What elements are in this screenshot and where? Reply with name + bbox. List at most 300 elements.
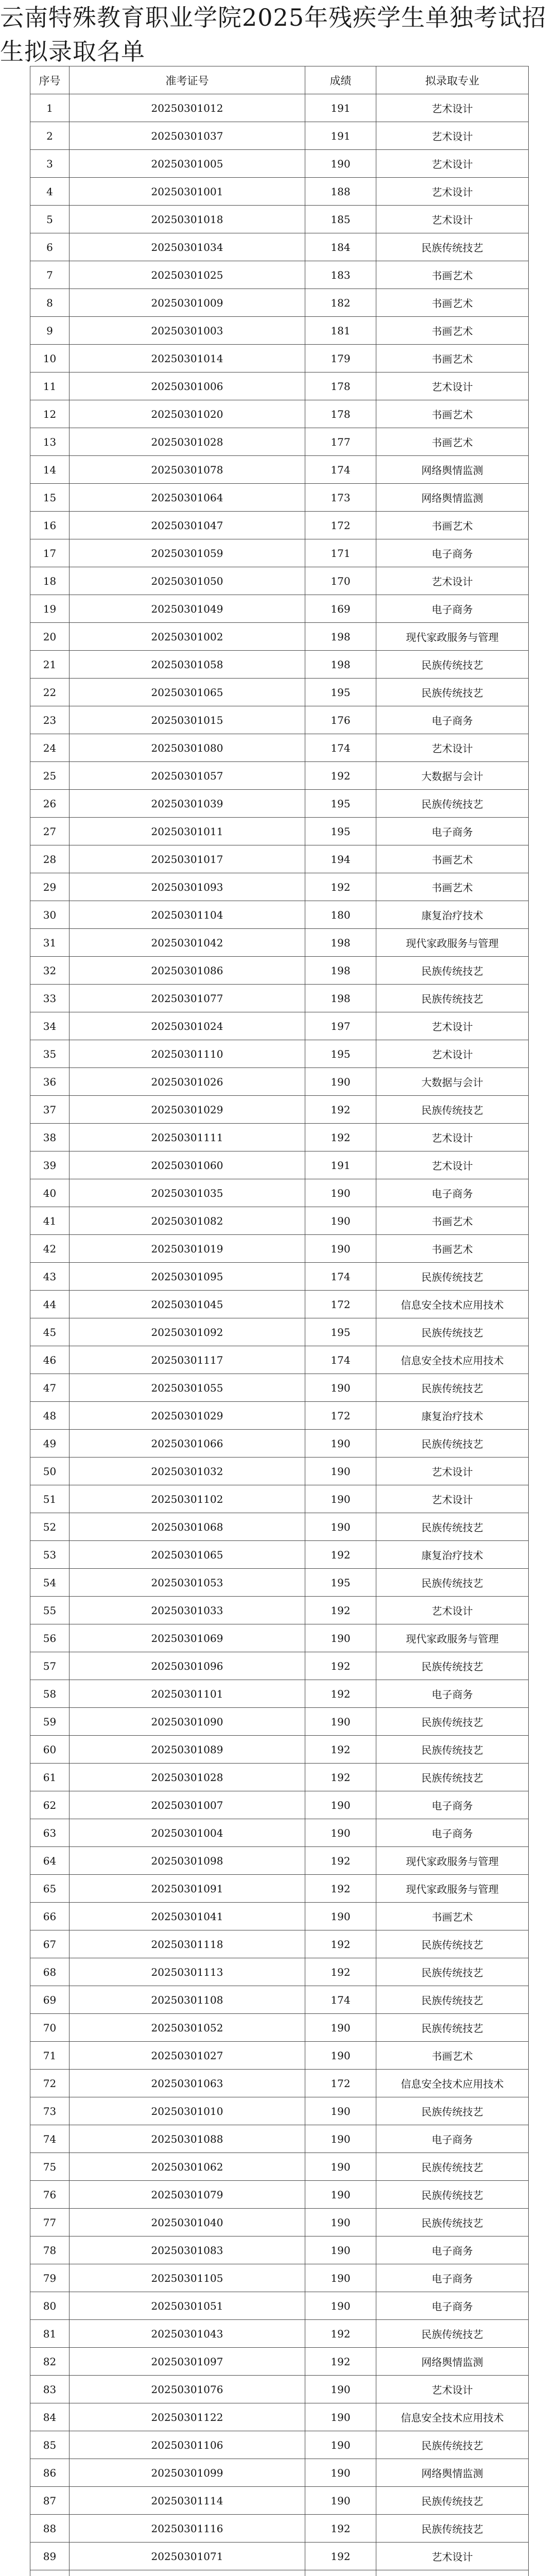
cell-score: 173 xyxy=(305,484,376,512)
cell-score: 190 xyxy=(305,2153,376,2181)
cell-index: 34 xyxy=(30,1012,70,1040)
cell-index: 87 xyxy=(30,2487,70,2515)
cell-index: 76 xyxy=(30,2181,70,2209)
table-row xyxy=(30,1680,529,1708)
cell-score: 174 xyxy=(305,1263,376,1291)
cell-major: 艺术设计 xyxy=(376,1485,529,1513)
table-row xyxy=(30,1791,529,1819)
cell-index: 77 xyxy=(30,2209,70,2236)
table-row xyxy=(30,94,529,122)
cell-score: 174 xyxy=(305,456,376,484)
cell-index: 84 xyxy=(30,2403,70,2431)
cell-exam-number: 20250301026 xyxy=(70,1068,305,1096)
cell-index: 8 xyxy=(30,289,70,317)
cell-exam-number: 20250301096 xyxy=(70,1652,305,1680)
cell-exam-number: 20250301057 xyxy=(70,762,305,790)
cell-exam-number: 20250301098 xyxy=(70,1847,305,1875)
cell-exam-number: 20250301041 xyxy=(70,1903,305,1930)
table-row xyxy=(30,1263,529,1291)
table-row xyxy=(30,1207,529,1235)
table-row xyxy=(30,1012,529,1040)
cell-index: 56 xyxy=(30,1624,70,1652)
table-row xyxy=(30,1235,529,1263)
cell-index: 36 xyxy=(30,1068,70,1096)
cell-exam-number: 20250301028 xyxy=(70,428,305,456)
cell-score: 172 xyxy=(305,1402,376,1430)
cell-index: 71 xyxy=(30,2042,70,2070)
table-row xyxy=(30,539,529,567)
cell-index: 10 xyxy=(30,345,70,372)
cell-index: 69 xyxy=(30,1986,70,2014)
table-row xyxy=(30,1402,529,1430)
cell-exam-number: 20250301083 xyxy=(70,2236,305,2264)
cell-exam-number: 20250301019 xyxy=(70,1235,305,1263)
cell-index: 18 xyxy=(30,567,70,595)
cell-major: 书画艺术 xyxy=(376,261,529,289)
cell-major: 电子商务 xyxy=(376,2292,529,2320)
cell-score: 190 xyxy=(305,1819,376,1847)
cell-exam-number: 20250301007 xyxy=(70,1791,305,1819)
cell-major: 书画艺术 xyxy=(376,317,529,345)
cell-index: 58 xyxy=(30,1680,70,1708)
cell-index: 60 xyxy=(30,1736,70,1764)
cell-major: 电子商务 xyxy=(376,1179,529,1207)
cell-index: 11 xyxy=(30,372,70,400)
cell-index: 12 xyxy=(30,400,70,428)
cell-major: 康复治疗技术 xyxy=(376,1541,529,1569)
cell-exam-number: 20250301101 xyxy=(70,1680,305,1708)
cell-major: 民族传统技艺 xyxy=(376,2209,529,2236)
cell-score: 178 xyxy=(305,400,376,428)
cell-exam-number: 20250301092 xyxy=(70,1318,305,1346)
table-row xyxy=(30,289,529,317)
cell-major: 康复治疗技术 xyxy=(376,1402,529,1430)
cell-index: 40 xyxy=(30,1179,70,1207)
cell-score: 198 xyxy=(305,929,376,957)
table-row xyxy=(30,233,529,261)
cell-score: 191 xyxy=(305,94,376,122)
cell-score: 191 xyxy=(305,122,376,150)
table-row xyxy=(30,1624,529,1652)
cell-major: 民族传统技艺 xyxy=(376,1764,529,1791)
cell-major: 民族传统技艺 xyxy=(376,1986,529,2014)
table-row xyxy=(30,1458,529,1485)
cell-index: 46 xyxy=(30,1346,70,1374)
table-row xyxy=(30,2543,529,2570)
cell-major: 民族传统技艺 xyxy=(376,233,529,261)
cell-score: 198 xyxy=(305,985,376,1012)
cell-major: 信息安全技术应用技术 xyxy=(376,2403,529,2431)
cell-index: 35 xyxy=(30,1040,70,1068)
table-row xyxy=(30,1291,529,1318)
cell-index: 3 xyxy=(30,150,70,178)
cell-exam-number: 20250301102 xyxy=(70,1485,305,1513)
cell-exam-number: 20250301063 xyxy=(70,2070,305,2097)
table-row xyxy=(30,1764,529,1791)
cell-index: 80 xyxy=(30,2292,70,2320)
cell-score: 190 xyxy=(305,1708,376,1736)
cell-major: 书画艺术 xyxy=(376,289,529,317)
cell-score: 192 xyxy=(305,1597,376,1624)
table-row xyxy=(30,790,529,818)
table-row xyxy=(30,484,529,512)
cell-exam-number: 20250301005 xyxy=(70,150,305,178)
cell-index: 86 xyxy=(30,2459,70,2487)
table-row xyxy=(30,2459,529,2487)
cell-score: 184 xyxy=(305,233,376,261)
cell-exam-number: 20250301064 xyxy=(70,484,305,512)
cell-score: 181 xyxy=(305,317,376,345)
cell-major: 电子商务 xyxy=(376,706,529,734)
table-row xyxy=(30,1847,529,1875)
cell-score: 170 xyxy=(305,567,376,595)
cell-index: 64 xyxy=(30,1847,70,1875)
table-row xyxy=(30,2153,529,2181)
cell-major: 民族传统技艺 xyxy=(376,1569,529,1597)
cell-index: 88 xyxy=(30,2515,70,2543)
cell-exam-number: 20250301002 xyxy=(70,623,305,651)
cell-major: 书画艺术 xyxy=(376,845,529,873)
table-row xyxy=(30,2070,529,2097)
table-row xyxy=(30,818,529,845)
table-row xyxy=(30,2181,529,2209)
cell-exam-number: 20250301018 xyxy=(70,206,305,233)
cell-score: 172 xyxy=(305,2070,376,2097)
table-row xyxy=(30,2376,529,2403)
cell-exam-number: 20250301065 xyxy=(70,1541,305,1569)
cell-score: 194 xyxy=(305,845,376,873)
table-row xyxy=(30,595,529,623)
table-row xyxy=(30,1124,529,1151)
cell-index: 52 xyxy=(30,1513,70,1541)
cell-score: 171 xyxy=(305,539,376,567)
cell-exam-number: 20250301105 xyxy=(70,2264,305,2292)
cell-index: 38 xyxy=(30,1124,70,1151)
table-row xyxy=(30,1819,529,1847)
cell-exam-number: 20250301116 xyxy=(70,2515,305,2543)
cell-exam-number: 20250301065 xyxy=(70,679,305,706)
cell-major: 大数据与会计 xyxy=(376,1068,529,1096)
cell-exam-number: 20250301010 xyxy=(70,2097,305,2125)
cell-index: 15 xyxy=(30,484,70,512)
table-row xyxy=(30,122,529,150)
cell-index: 13 xyxy=(30,428,70,456)
cell-major: 民族传统技艺 xyxy=(376,2153,529,2181)
cell-score: 172 xyxy=(305,512,376,539)
cell-score: 190 xyxy=(305,2042,376,2070)
table-row xyxy=(30,2125,529,2153)
cell-exam-number: 20250301078 xyxy=(70,456,305,484)
cell-major: 艺术设计 xyxy=(376,206,529,233)
cell-index: 75 xyxy=(30,2153,70,2181)
cell-exam-number: 20250301034 xyxy=(70,233,305,261)
table-row xyxy=(30,1485,529,1513)
cell-exam-number: 20250301079 xyxy=(70,2181,305,2209)
cell-score: 192 xyxy=(305,1736,376,1764)
cell-score: 192 xyxy=(305,1958,376,1986)
cell-exam-number: 20250301047 xyxy=(70,512,305,539)
cell-exam-number: 20250301111 xyxy=(70,1124,305,1151)
table-row xyxy=(30,2042,529,2070)
table-row xyxy=(30,2515,529,2543)
cell-score: 197 xyxy=(305,1012,376,1040)
cell-major: 书画艺术 xyxy=(376,1235,529,1263)
header-index: 序号 xyxy=(30,66,70,94)
cell-major: 民族传统技艺 xyxy=(376,1930,529,1958)
cell-index: 29 xyxy=(30,873,70,901)
table-row xyxy=(30,1068,529,1096)
cell-exam-number: 20250301122 xyxy=(70,2403,305,2431)
cell-index: 6 xyxy=(30,233,70,261)
cell-major: 民族传统技艺 xyxy=(376,1958,529,1986)
cell-exam-number: 20250301060 xyxy=(70,1151,305,1179)
cell-index: 22 xyxy=(30,679,70,706)
cell-exam-number: 20250301118 xyxy=(70,1930,305,1958)
table-row xyxy=(30,679,529,706)
cell-major: 书画艺术 xyxy=(376,345,529,372)
cell-exam-number: 20250301020 xyxy=(70,400,305,428)
table-row xyxy=(30,1958,529,1986)
cell-index: 5 xyxy=(30,206,70,233)
cell-major: 民族传统技艺 xyxy=(376,1708,529,1736)
cell-index: 67 xyxy=(30,1930,70,1958)
cell-index: 23 xyxy=(30,706,70,734)
cell-score: 192 xyxy=(305,1847,376,1875)
table-row xyxy=(30,1318,529,1346)
table-row xyxy=(30,762,529,790)
cell-exam-number: 20250301055 xyxy=(70,1374,305,1402)
cell-score: 190 xyxy=(305,1235,376,1263)
cell-score: 190 xyxy=(305,2097,376,2125)
cell-score: 190 xyxy=(305,2292,376,2320)
cell-score: 190 xyxy=(305,2236,376,2264)
cell-score: 190 xyxy=(305,1903,376,1930)
cell-exam-number: 20250301027 xyxy=(70,2042,305,2070)
cell-major: 民族传统技艺 xyxy=(376,1430,529,1458)
cell-exam-number: 20250301071 xyxy=(70,2543,305,2570)
table-row xyxy=(30,372,529,400)
table-row xyxy=(30,1736,529,1764)
cell-exam-number: 20250301032 xyxy=(70,1458,305,1485)
cell-major xyxy=(376,2570,529,2576)
table-row xyxy=(30,456,529,484)
cell-exam-number: 20250301117 xyxy=(70,1346,305,1374)
cell-index: 85 xyxy=(30,2431,70,2459)
cell-exam-number: 20250301097 xyxy=(70,2348,305,2376)
cell-score: 192 xyxy=(305,1680,376,1708)
cell-index: 48 xyxy=(30,1402,70,1430)
cell-exam-number: 20250301114 xyxy=(70,2487,305,2515)
cell-index: 27 xyxy=(30,818,70,845)
table-row xyxy=(30,2403,529,2431)
cell-exam-number: 20250301043 xyxy=(70,2320,305,2348)
cell-score: 190 xyxy=(305,1485,376,1513)
cell-major: 艺术设计 xyxy=(376,2376,529,2403)
cell-score: 190 xyxy=(305,2376,376,2403)
cell-score: 191 xyxy=(305,1151,376,1179)
cell-score: 192 xyxy=(305,2320,376,2348)
cell-exam-number: 20250301011 xyxy=(70,818,305,845)
cell-exam-number: 20250301053 xyxy=(70,1569,305,1597)
cell-major: 民族传统技艺 xyxy=(376,1513,529,1541)
cell-score: 192 xyxy=(305,873,376,901)
cell-index: 68 xyxy=(30,1958,70,1986)
cell-index: 74 xyxy=(30,2125,70,2153)
cell-major: 艺术设计 xyxy=(376,2543,529,2570)
cell-exam-number: 20250301113 xyxy=(70,1958,305,1986)
cell-major: 艺术设计 xyxy=(376,1458,529,1485)
cell-major: 民族传统技艺 xyxy=(376,1263,529,1291)
cell-exam-number: 20250301110 xyxy=(70,1040,305,1068)
cell-major: 电子商务 xyxy=(376,1680,529,1708)
cell-major: 电子商务 xyxy=(376,539,529,567)
cell-major: 艺术设计 xyxy=(376,567,529,595)
cell-score: 190 xyxy=(305,1207,376,1235)
cell-exam-number: 20250301028 xyxy=(70,1764,305,1791)
table-row xyxy=(30,567,529,595)
cell-major: 书画艺术 xyxy=(376,512,529,539)
cell-major: 艺术设计 xyxy=(376,1012,529,1040)
table-row xyxy=(30,317,529,345)
cell-index: 33 xyxy=(30,985,70,1012)
table-row xyxy=(30,2320,529,2348)
cell-major: 现代家政服务与管理 xyxy=(376,1875,529,1903)
cell-major: 艺术设计 xyxy=(376,734,529,762)
table-row xyxy=(30,845,529,873)
table-row xyxy=(30,901,529,929)
cell-exam-number: 20250301069 xyxy=(70,1624,305,1652)
cell-score: 174 xyxy=(305,1986,376,2014)
cell-score: 198 xyxy=(305,623,376,651)
cell-major: 信息安全技术应用技术 xyxy=(376,1346,529,1374)
table-row xyxy=(30,1569,529,1597)
cell-index: 79 xyxy=(30,2264,70,2292)
cell-exam-number: 20250301003 xyxy=(70,317,305,345)
cell-score: 192 xyxy=(305,1124,376,1151)
cell-score: 195 xyxy=(305,679,376,706)
cell-score: 195 xyxy=(305,790,376,818)
cell-exam-number: 20250301104 xyxy=(70,901,305,929)
cell-exam-number: 20250301017 xyxy=(70,845,305,873)
cell-major: 艺术设计 xyxy=(376,1597,529,1624)
cell-index: 19 xyxy=(30,595,70,623)
cell-score: 179 xyxy=(305,345,376,372)
cell-major: 民族传统技艺 xyxy=(376,2097,529,2125)
cell-score: 188 xyxy=(305,178,376,206)
cell-major: 民族传统技艺 xyxy=(376,790,529,818)
table-row xyxy=(30,1875,529,1903)
cell-major: 艺术设计 xyxy=(376,1151,529,1179)
cell-index: 42 xyxy=(30,1235,70,1263)
cell-major: 大数据与会计 xyxy=(376,762,529,790)
cell-index: 51 xyxy=(30,1485,70,1513)
cell-index: 37 xyxy=(30,1096,70,1124)
cell-exam-number: 20250301058 xyxy=(70,651,305,679)
cell-major: 民族传统技艺 xyxy=(376,1374,529,1402)
cell-index: 21 xyxy=(30,651,70,679)
cell-score: 195 xyxy=(305,1569,376,1597)
table-row xyxy=(30,1541,529,1569)
cell-major: 民族传统技艺 xyxy=(376,651,529,679)
cell-major: 民族传统技艺 xyxy=(376,1736,529,1764)
cell-major: 信息安全技术应用技术 xyxy=(376,1291,529,1318)
table-row xyxy=(30,2431,529,2459)
cell-major: 民族传统技艺 xyxy=(376,1652,529,1680)
cell-index: 25 xyxy=(30,762,70,790)
table-row xyxy=(30,2014,529,2042)
cell-major: 书画艺术 xyxy=(376,428,529,456)
table-row xyxy=(30,1374,529,1402)
table-row xyxy=(30,1708,529,1736)
cell-major: 艺术设计 xyxy=(376,1124,529,1151)
cell-exam-number: 20250301088 xyxy=(70,2125,305,2153)
table-row xyxy=(30,400,529,428)
cell-score: 190 xyxy=(305,2125,376,2153)
cell-score: 177 xyxy=(305,428,376,456)
cell-major: 电子商务 xyxy=(376,1819,529,1847)
cell-index: 49 xyxy=(30,1430,70,1458)
cell-exam-number: 20250301095 xyxy=(70,1263,305,1291)
cell-index: 73 xyxy=(30,2097,70,2125)
header-exam-number: 准考证号 xyxy=(70,66,305,94)
cell-score: 185 xyxy=(305,206,376,233)
cell-exam-number: 20250301024 xyxy=(70,1012,305,1040)
cell-score: 190 xyxy=(305,2431,376,2459)
cell-major: 信息安全技术应用技术 xyxy=(376,2070,529,2097)
cell-major: 电子商务 xyxy=(376,2236,529,2264)
cell-index: 53 xyxy=(30,1541,70,1569)
table-row xyxy=(30,512,529,539)
cell-index: 17 xyxy=(30,539,70,567)
cell-major: 电子商务 xyxy=(376,2125,529,2153)
cell-score: 190 xyxy=(305,2181,376,2209)
table-row xyxy=(30,651,529,679)
cell-score: 192 xyxy=(305,1930,376,1958)
cell-index: 63 xyxy=(30,1819,70,1847)
table-body xyxy=(30,94,529,2576)
cell-index: 28 xyxy=(30,845,70,873)
table-row xyxy=(30,929,529,957)
cell-index: 32 xyxy=(30,957,70,985)
table-row xyxy=(30,1597,529,1624)
table-row xyxy=(30,1903,529,1930)
table-row xyxy=(30,2264,529,2292)
cell-index: 72 xyxy=(30,2070,70,2097)
table-row xyxy=(30,2570,529,2576)
cell-index: 44 xyxy=(30,1291,70,1318)
cell-score: 192 xyxy=(305,1875,376,1903)
cell-score: 190 xyxy=(305,1374,376,1402)
cell-score: 198 xyxy=(305,957,376,985)
cell-exam-number: 20250301039 xyxy=(70,790,305,818)
cell-major: 民族传统技艺 xyxy=(376,2320,529,2348)
cell-major: 民族传统技艺 xyxy=(376,2515,529,2543)
cell-exam-number: 20250301089 xyxy=(70,1736,305,1764)
cell-major: 现代家政服务与管理 xyxy=(376,1624,529,1652)
cell-score: 190 xyxy=(305,150,376,178)
page-title: 云南特殊教育职业学院2025年残疾学生单独考试招生拟录取名单 xyxy=(0,4,547,65)
cell-index: 89 xyxy=(30,2543,70,2570)
cell-major: 电子商务 xyxy=(376,2264,529,2292)
cell-exam-number: 20250301093 xyxy=(70,873,305,901)
table-row xyxy=(30,1040,529,1068)
cell-exam-number: 20250301025 xyxy=(70,261,305,289)
cell-major: 书画艺术 xyxy=(376,1207,529,1235)
cell-exam-number: 20250301012 xyxy=(70,94,305,122)
cell-exam-number: 20250301068 xyxy=(70,1513,305,1541)
table-row xyxy=(30,206,529,233)
cell-index: 7 xyxy=(30,261,70,289)
